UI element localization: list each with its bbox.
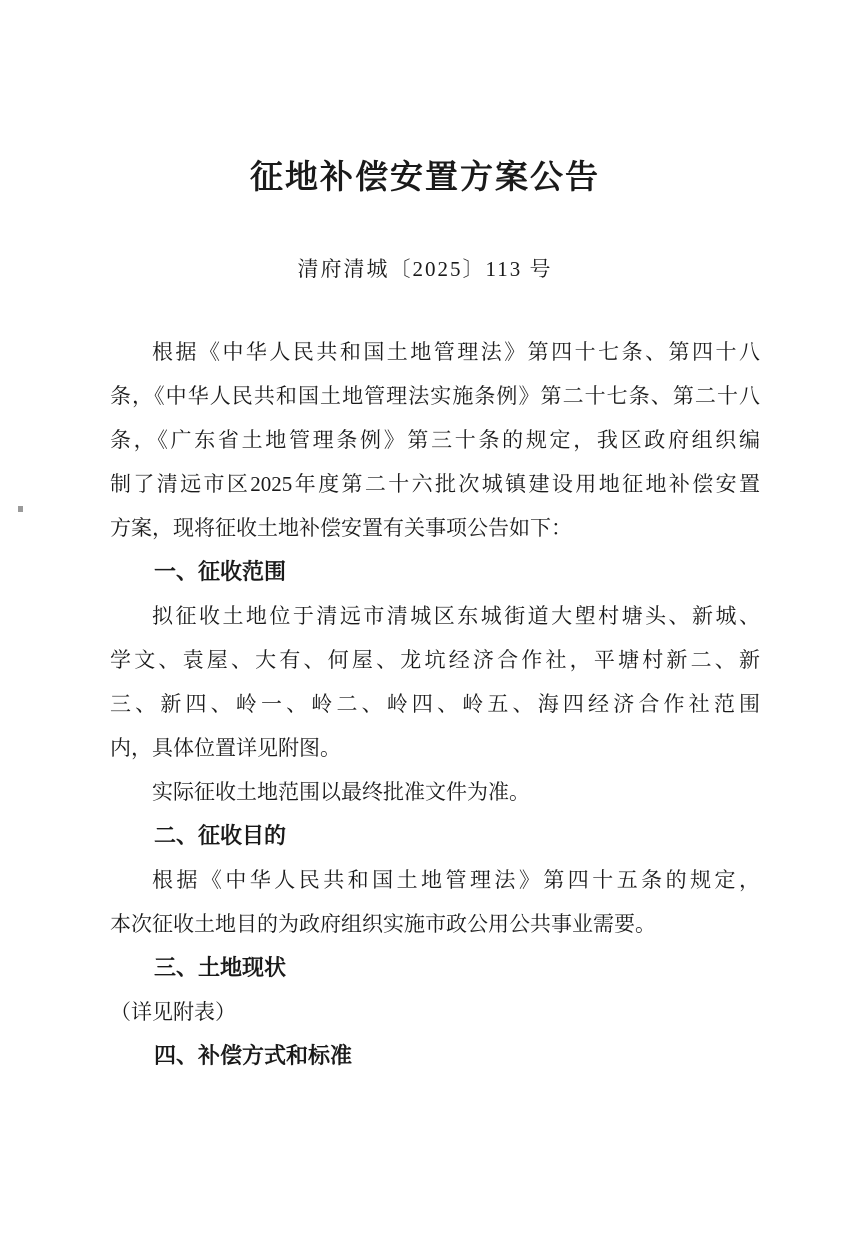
document-title: 征地补偿安置方案公告 bbox=[250, 160, 600, 196]
body-line: 内，具体位置详见附图。 bbox=[110, 736, 341, 760]
body-line: 实际征收土地范围以最终批准文件为准。 bbox=[152, 780, 530, 804]
section-heading: 四、补偿方式和标准 bbox=[154, 1043, 353, 1068]
section-heading: 三、土地现状 bbox=[154, 955, 287, 980]
body-line: 条，《广东省土地管理条例》第三十条的规定，我区政府组织编 bbox=[110, 428, 760, 452]
body-line: 方案，现将征收土地补偿安置有关事项公告如下： bbox=[110, 516, 572, 540]
document-number: 清府清城〔2025〕113 号 bbox=[297, 257, 553, 281]
body-line: 本次征收土地目的为政府组织实施市政公用公共事业需要。 bbox=[110, 912, 656, 936]
body-line: 制了清远市区2025年度第二十六批次城镇建设用地征地补偿安置 bbox=[110, 472, 760, 496]
body-line: 拟征收土地位于清远市清城区东城街道大塱村塘头、新城、 bbox=[152, 604, 760, 628]
body-line: （详见附表） bbox=[110, 1000, 236, 1024]
body-line: 三、新四、岭一、岭二、岭四、岭五、海四经济合作社范围 bbox=[110, 692, 760, 716]
section-heading: 一、征收范围 bbox=[154, 559, 287, 584]
body-line: 根据《中华人民共和国土地管理法》第四十七条、第四十八 bbox=[152, 340, 760, 364]
document-body bbox=[110, 330, 760, 1078]
section-heading: 二、征收目的 bbox=[154, 823, 287, 848]
scan-speck bbox=[18, 506, 23, 512]
body-line: 根据《中华人民共和国土地管理法》第四十五条的规定， bbox=[152, 868, 760, 892]
body-line: 学文、袁屋、大有、何屋、龙坑经济合作社，平塘村新二、新 bbox=[110, 648, 760, 672]
body-line: 条，《中华人民共和国土地管理法实施条例》第二十七条、第二十八 bbox=[110, 384, 760, 408]
